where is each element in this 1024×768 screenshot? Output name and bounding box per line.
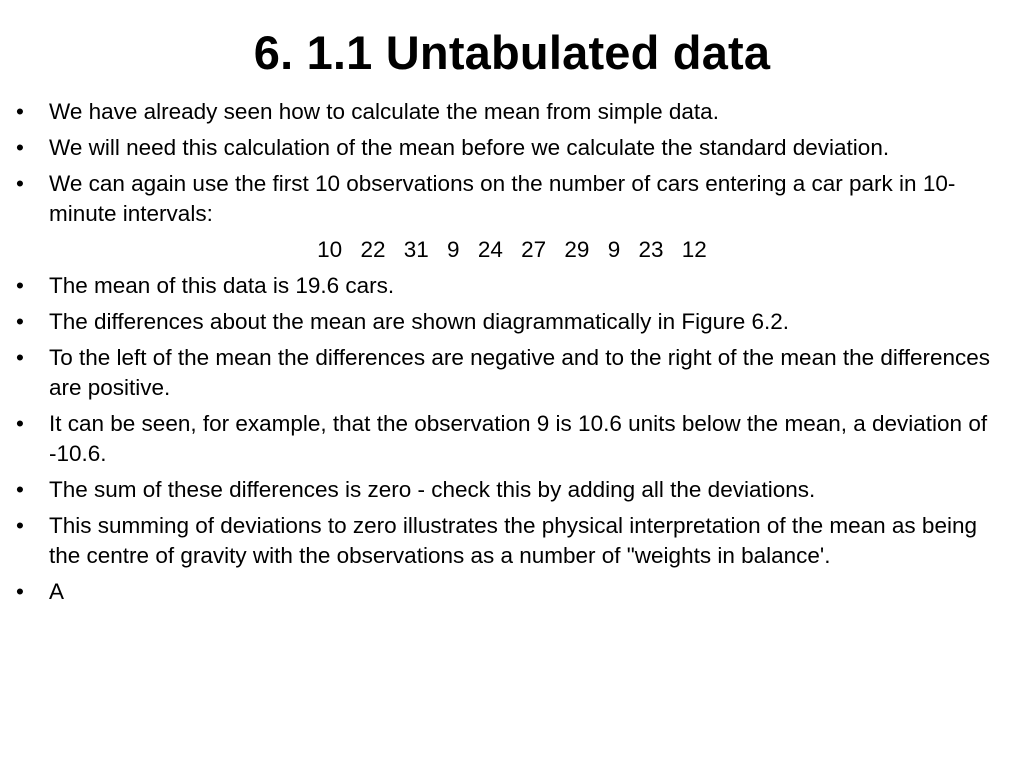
bullet-item bbox=[0, 169, 1024, 229]
observation-value: 9 bbox=[607, 237, 621, 262]
observation-value: 9 bbox=[447, 237, 460, 262]
bullet-text: We will need this calculation of the mean before we calculate the standard deviation. bbox=[49, 135, 890, 160]
observation-value: 23 bbox=[638, 237, 664, 262]
observation-value: 10 bbox=[317, 237, 343, 262]
bullet-text: To the left of the mean the differences are negative and to the right of the mean the differences are positive. bbox=[49, 345, 991, 400]
bullet-item bbox=[0, 133, 1024, 163]
observations-row bbox=[0, 235, 1024, 265]
bullet-item bbox=[0, 97, 1024, 127]
bullet-icon: • bbox=[16, 135, 24, 160]
slide-title: 6. 1.1 Untabulated data bbox=[253, 26, 771, 79]
observation-value: 29 bbox=[564, 237, 590, 262]
bullet-text: We can again use the first 10 observations on the number of cars entering a car park in 10-minute intervals: bbox=[49, 171, 956, 226]
slide-body bbox=[0, 97, 1024, 613]
bullet-icon: • bbox=[16, 99, 24, 124]
bullet-icon: • bbox=[16, 477, 24, 502]
bullet-item bbox=[0, 409, 1024, 469]
bullet-text: This summing of deviations to zero illustrates the physical interpretation of the mean as being the centre of gravity with the observations as a number of "weights in balance'. bbox=[49, 513, 977, 568]
bullet-item bbox=[0, 577, 1024, 607]
bullet-text: The mean of this data is 19.6 cars. bbox=[49, 273, 395, 298]
bullet-icon: • bbox=[16, 309, 24, 334]
bullet-item bbox=[0, 343, 1024, 403]
bullet-icon: • bbox=[16, 273, 24, 298]
bullet-icon: • bbox=[16, 171, 24, 196]
bullet-icon: • bbox=[16, 579, 24, 604]
bullet-text: The differences about the mean are shown diagrammatically in Figure 6.2. bbox=[49, 309, 789, 334]
bullet-icon: • bbox=[16, 345, 24, 370]
observation-value: 12 bbox=[681, 237, 707, 262]
bullet-item bbox=[0, 511, 1024, 571]
observation-value: 31 bbox=[403, 237, 429, 262]
observation-value: 24 bbox=[477, 237, 503, 262]
bullet-text: We have already seen how to calculate the mean from simple data. bbox=[49, 99, 719, 124]
bullet-item bbox=[0, 475, 1024, 505]
bullet-text: A bbox=[49, 579, 65, 604]
observation-value: 22 bbox=[360, 237, 386, 262]
bullet-icon: • bbox=[16, 513, 24, 538]
bullet-text: It can be seen, for example, that the observation 9 is 10.6 units below the mean, a deviation of -10.6. bbox=[49, 411, 988, 466]
bullet-icon: • bbox=[16, 411, 24, 436]
observation-value: 27 bbox=[521, 237, 547, 262]
bullet-item bbox=[0, 271, 1024, 301]
bullet-text: The sum of these differences is zero - check this by adding all the deviations. bbox=[49, 477, 816, 502]
bullet-item bbox=[0, 307, 1024, 337]
